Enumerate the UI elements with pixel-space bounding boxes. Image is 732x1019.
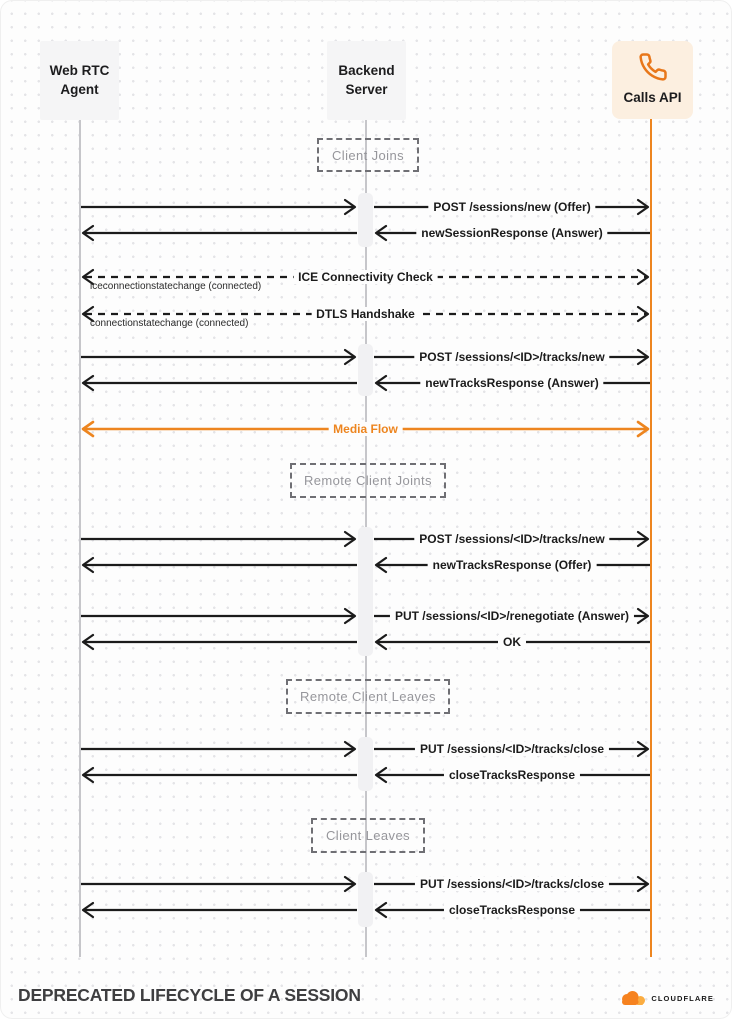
message-label: newTracksResponse (Offer) xyxy=(428,558,597,572)
message-arrow xyxy=(81,552,357,578)
phase-box xyxy=(290,463,446,498)
message-arrow xyxy=(374,762,650,788)
message-label: PUT /sessions/<ID>/tracks/close xyxy=(415,742,609,756)
message-arrow xyxy=(81,526,357,552)
message-label: POST /sessions/new (Offer) xyxy=(428,200,595,214)
actor-label: Web RTC xyxy=(49,62,110,78)
message-arrow xyxy=(374,370,650,396)
message-arrow xyxy=(374,603,650,629)
activation-bar xyxy=(358,737,373,791)
message-arrow xyxy=(374,526,650,552)
phase-box xyxy=(317,138,419,172)
activation-bar xyxy=(358,872,373,927)
message-arrow xyxy=(81,762,357,788)
cloudflare-cloud-icon xyxy=(619,990,647,1007)
message-arrow xyxy=(374,194,650,220)
phase-box xyxy=(286,679,450,714)
lifeline-calls xyxy=(650,118,652,957)
message-arrow xyxy=(374,629,650,655)
message-label: PUT /sessions/<ID>/renegotiate (Answer) xyxy=(390,609,634,623)
message-arrow xyxy=(81,603,357,629)
message-label: newTracksResponse (Answer) xyxy=(420,376,603,390)
message-label: closeTracksResponse xyxy=(444,903,580,917)
phase-box xyxy=(311,818,425,853)
message-arrow xyxy=(374,552,650,578)
message-label: Media Flow xyxy=(328,422,403,436)
actor-backend-server xyxy=(327,41,406,120)
message-label: newSessionResponse (Answer) xyxy=(416,226,607,240)
message-sublabel: iceconnectionstatechange (connected) xyxy=(90,281,262,292)
message-label: PUT /sessions/<ID>/tracks/close xyxy=(415,877,609,891)
cloudflare-wordmark: CLOUDFLARE xyxy=(651,994,714,1003)
phase-label: Remote Client Leaves xyxy=(300,689,436,704)
phase-label: Client Joins xyxy=(332,147,404,163)
message-arrow xyxy=(81,194,357,220)
message-arrow xyxy=(374,736,650,762)
message-arrow xyxy=(81,370,357,396)
message-arrow xyxy=(374,344,650,370)
message-arrow xyxy=(81,871,357,897)
message-label: DTLS Handshake xyxy=(311,307,420,321)
activation-bar xyxy=(358,193,373,247)
actor-webrtc-agent xyxy=(40,41,119,120)
cloudflare-logo xyxy=(619,990,714,1007)
message-sublabel: connectionstatechange (connected) xyxy=(90,318,249,329)
message-arrow xyxy=(374,897,650,923)
message-arrow xyxy=(81,897,357,923)
actor-label: Calls API xyxy=(623,90,682,106)
activation-bar xyxy=(358,527,373,656)
message-arrow xyxy=(374,871,650,897)
phase-label: Remote Client Joints xyxy=(304,473,432,488)
actor-label: Agent xyxy=(60,81,99,97)
message-arrow xyxy=(81,301,650,327)
message-label: POST /sessions/<ID>/tracks/new xyxy=(414,350,609,364)
phase-label: Client Leaves xyxy=(326,828,410,843)
phone-icon xyxy=(638,52,668,82)
message-label: OK xyxy=(498,635,526,649)
message-arrow xyxy=(81,416,650,442)
diagram-title: DEPRECATED LIFECYCLE OF A SESSION xyxy=(18,985,361,1005)
message-arrow xyxy=(81,736,357,762)
message-arrow xyxy=(374,220,650,246)
actor-label: Server xyxy=(345,81,388,97)
activation-bar xyxy=(358,344,373,396)
actor-label: Backend xyxy=(338,62,395,78)
message-arrow xyxy=(81,629,357,655)
message-arrow xyxy=(81,220,357,246)
message-label: ICE Connectivity Check xyxy=(293,270,438,284)
message-arrow xyxy=(81,344,357,370)
actor-calls-api xyxy=(612,41,693,119)
message-label: closeTracksResponse xyxy=(444,768,580,782)
message-label: POST /sessions/<ID>/tracks/new xyxy=(414,532,609,546)
message-arrow xyxy=(81,264,650,290)
